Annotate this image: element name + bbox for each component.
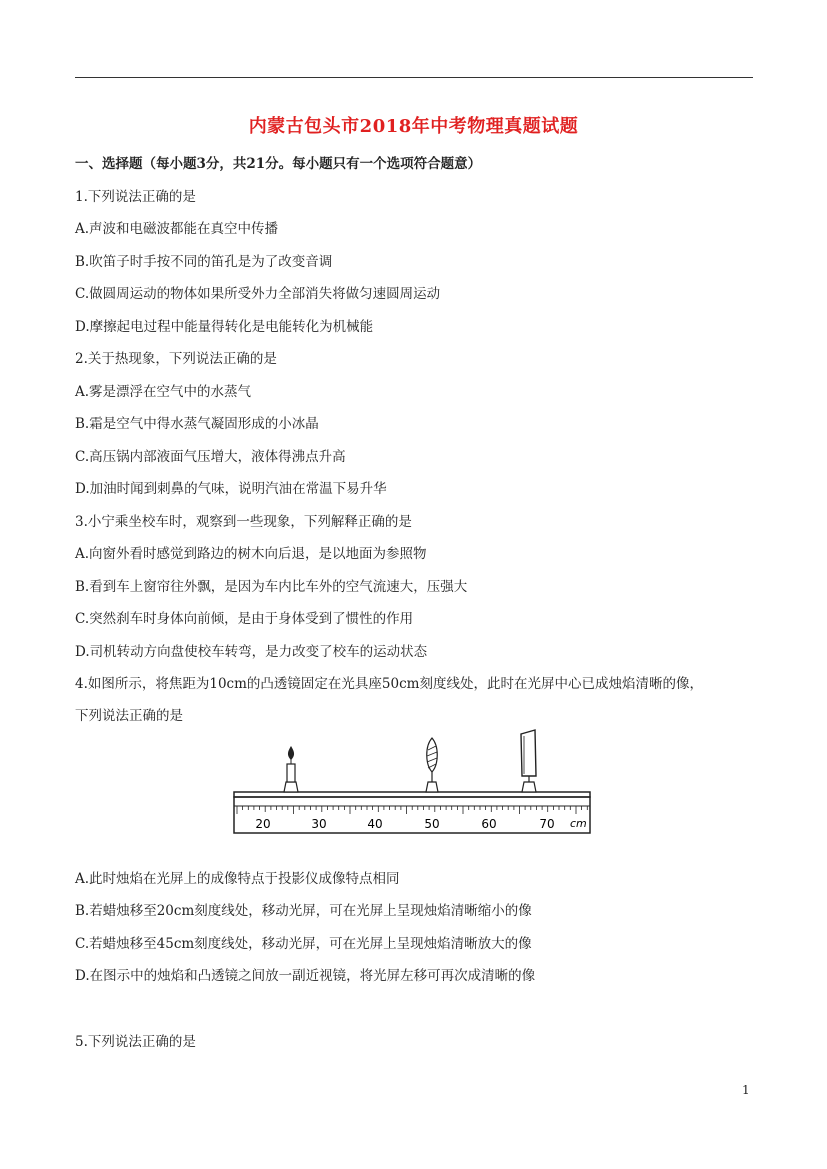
question-3-option-d: D.司机转动方向盘使校车转弯，是力改变了校车的运动状态 <box>75 644 428 660</box>
question-2-option-a: A.雾是漂浮在空气中的水蒸气 <box>75 384 252 400</box>
question-4-option-b: B.若蜡烛移至20cm刻度线处，移动光屏，可在光屏上呈现烛焰清晰缩小的像 <box>75 903 532 919</box>
tick-label-40: 40 <box>367 817 383 831</box>
question-3-option-c: C.突然刹车时身体向前倾，是由于身体受到了惯性的作用 <box>75 611 414 627</box>
question-4-option-c: C.若蜡烛移至45cm刻度线处，移动光屏，可在光屏上呈现烛焰清晰放大的像 <box>75 936 532 952</box>
tick-label-50: 50 <box>424 817 440 831</box>
question-2-option-d: D.加油时闻到刺鼻的气味，说明汽油在常温下易升华 <box>75 481 387 497</box>
convex-lens <box>426 738 438 792</box>
unit-label: cm <box>570 817 587 830</box>
tick-label-70: 70 <box>539 817 555 831</box>
question-1-option-c: C.做圆周运动的物体如果所受外力全部消失将做匀速圆周运动 <box>75 286 441 302</box>
header-rule <box>75 77 753 78</box>
question-3-option-b: B.看到车上窗帘往外飘，是因为车内比车外的空气流速大，压强大 <box>75 579 468 595</box>
optical-bench-figure <box>218 726 608 840</box>
page-title: 内蒙古包头市2018年中考物理真题试题 <box>248 116 579 137</box>
question-1-stem: 1.下列说法正确的是 <box>75 189 196 205</box>
question-1-option-b: B.吹笛子时手按不同的笛孔是为了改变音调 <box>75 254 333 270</box>
page-number: 1 <box>742 1083 750 1097</box>
question-2-stem: 2.关于热现象，下列说法正确的是 <box>75 351 277 367</box>
question-4-stem-line2: 下列说法正确的是 <box>75 708 183 724</box>
question-1-option-a: A.声波和电磁波都能在真空中传播 <box>75 221 279 237</box>
tick-label-60: 60 <box>481 817 497 831</box>
section-heading: 一、选择题（每小题3分，共21分。每小题只有一个选项符合题意） <box>75 156 482 172</box>
scale-ticks <box>237 806 587 814</box>
question-2-option-b: B.霜是空气中得水蒸气凝固形成的小冰晶 <box>75 416 319 432</box>
tick-label-20: 20 <box>255 817 271 831</box>
tick-label-30: 30 <box>311 817 327 831</box>
question-1-option-d: D.摩擦起电过程中能量得转化是电能转化为机械能 <box>75 319 374 335</box>
bench-body <box>234 797 590 833</box>
question-4-option-a: A.此时烛焰在光屏上的成像特点于投影仪成像特点相同 <box>75 871 400 887</box>
candle <box>284 746 298 792</box>
question-3-stem: 3.小宁乘坐校车时，观察到一些现象，下列解释正确的是 <box>75 514 412 530</box>
question-5-stem: 5.下列说法正确的是 <box>75 1034 196 1050</box>
question-4-option-d: D.在图示中的烛焰和凸透镜之间放一副近视镜，将光屏左移可再次成清晰的像 <box>75 968 536 984</box>
light-screen <box>521 730 536 792</box>
question-2-option-c: C.高压锅内部液面气压增大，液体得沸点升高 <box>75 449 346 465</box>
question-3-option-a: A.向窗外看时感觉到路边的树木向后退，是以地面为参照物 <box>75 546 427 562</box>
question-4-stem-line1: 4.如图所示，将焦距为10cm的凸透镜固定在光具座50cm刻度线处，此时在光屏中心已成烛焰清晰的像， <box>75 676 703 692</box>
